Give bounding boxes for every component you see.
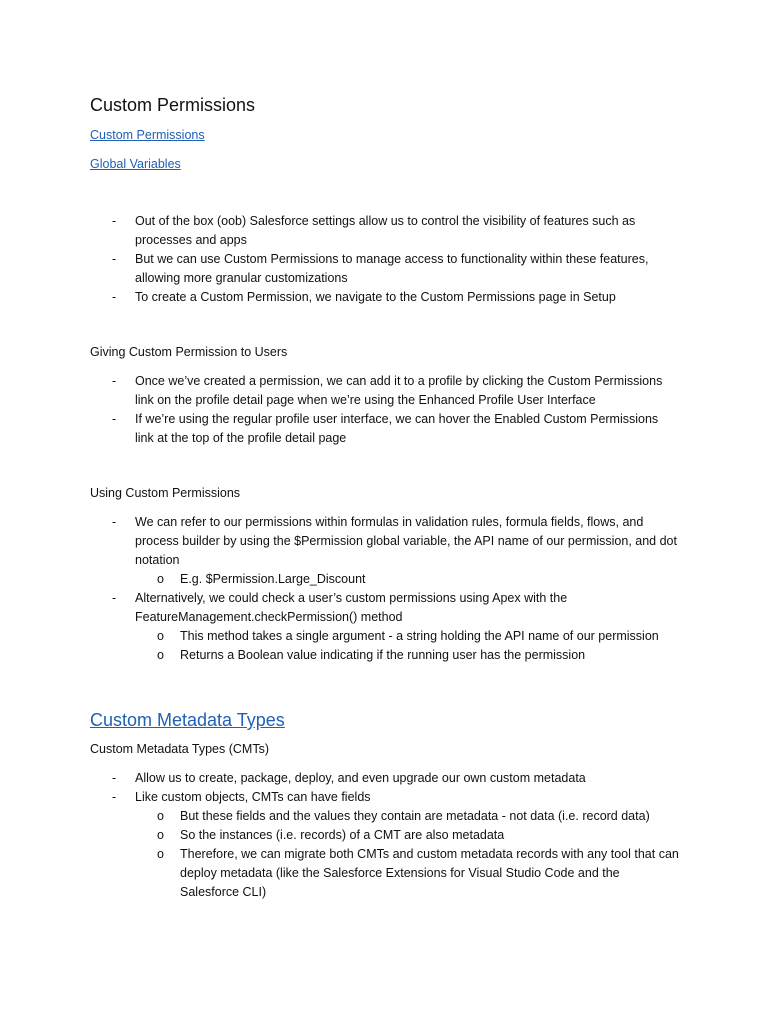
- list-item-text: We can refer to our permissions within formulas in validation rules, formula fields, flows, and process builder by using the $Permission global variable, the API name of our permission, and dot notation: [135, 515, 677, 567]
- document-page: [90, 93, 680, 902]
- dash-bullet: -: [112, 374, 117, 388]
- sub-list-item-text: Returns a Boolean value indicating if the running user has the permission: [180, 648, 586, 662]
- giving-list: [90, 372, 680, 448]
- global-variables-link[interactable]: Global Variables: [90, 157, 181, 171]
- list-item: [90, 212, 680, 250]
- dash-bullet: -: [112, 412, 117, 426]
- list-item: [90, 788, 680, 902]
- circle-bullet: o: [157, 629, 164, 643]
- section-heading-using: Using Custom Permissions: [90, 486, 241, 500]
- sub-list-item: [135, 627, 680, 646]
- using-list: [90, 513, 680, 665]
- list-item-text: Alternatively, we could check a user’s custom permissions using Apex with the FeatureManagement.checkPermission() method: [135, 591, 568, 624]
- custom-metadata-types-heading-link[interactable]: Custom Metadata Types: [90, 710, 285, 730]
- cmt-list: [90, 769, 680, 902]
- sub-list-item: [135, 807, 680, 826]
- dash-bullet: -: [112, 290, 117, 304]
- dash-bullet: -: [112, 252, 117, 266]
- sub-list-item: [135, 570, 680, 589]
- sub-list-item-text: But these fields and the values they contain are metadata - not data (i.e. record data): [180, 809, 650, 823]
- sub-list-item-text: E.g. $Permission.Large_Discount: [180, 572, 366, 586]
- list-item-text: Once we’ve created a permission, we can add it to a profile by clicking the Custom Permissions link on the profile detail page when we’re using the Enhanced Profile User Interface: [135, 374, 663, 407]
- dash-bullet: -: [112, 591, 117, 605]
- spacer: [90, 665, 680, 708]
- custom-permissions-link[interactable]: Custom Permissions: [90, 128, 205, 142]
- section-heading-cmts: Custom Metadata Types (CMTs): [90, 742, 269, 756]
- circle-bullet: o: [157, 847, 164, 861]
- list-item-text: Allow us to create, package, deploy, and even upgrade our own custom metadata: [135, 771, 586, 785]
- list-item-text: Like custom objects, CMTs can have fields: [135, 790, 371, 804]
- circle-bullet: o: [157, 828, 164, 842]
- sub-list: [135, 807, 680, 902]
- list-item-text: To create a Custom Permission, we navigate to the Custom Permissions page in Setup: [135, 290, 616, 304]
- list-item: [90, 250, 680, 288]
- list-item-text: Out of the box (oob) Salesforce settings allow us to control the visibility of features such as processes and apps: [135, 214, 636, 247]
- circle-bullet: o: [157, 809, 164, 823]
- dash-bullet: -: [112, 771, 117, 785]
- list-item: [90, 769, 680, 788]
- section-heading-giving: Giving Custom Permission to Users: [90, 345, 288, 359]
- dash-bullet: -: [112, 790, 117, 804]
- dash-bullet: -: [112, 515, 117, 529]
- sub-list-item-text: So the instances (i.e. records) of a CMT are also metadata: [180, 828, 505, 842]
- sub-list: [135, 570, 680, 589]
- circle-bullet: o: [157, 572, 164, 586]
- list-item: [90, 589, 680, 665]
- page-title: Custom Permissions: [90, 95, 256, 115]
- list-item: [90, 372, 680, 410]
- list-item-text: But we can use Custom Permissions to manage access to functionality within these features, allowing more granular customizations: [135, 252, 649, 285]
- sub-list-item-text: Therefore, we can migrate both CMTs and custom metadata records with any tool that can deploy metadata (like the Salesforce Extensions for Visual Studio Code and the Salesforce CLI): [180, 847, 679, 899]
- sub-list-item: [135, 646, 680, 665]
- dash-bullet: -: [112, 214, 117, 228]
- list-item: [90, 410, 680, 448]
- spacer: [90, 307, 680, 343]
- sub-list-item: [135, 826, 680, 845]
- sub-list: [135, 627, 680, 665]
- sub-list-item: [135, 845, 680, 902]
- list-item-text: If we’re using the regular profile user interface, we can hover the Enabled Custom Permissions link at the top of the profile detail page: [135, 412, 659, 445]
- sub-list-item-text: This method takes a single argument - a string holding the API name of our permission: [180, 629, 659, 643]
- intro-list: [90, 212, 680, 307]
- spacer: [90, 448, 680, 484]
- list-item: [90, 513, 680, 589]
- list-item: [90, 288, 680, 307]
- circle-bullet: o: [157, 648, 164, 662]
- spacer: [90, 184, 680, 212]
